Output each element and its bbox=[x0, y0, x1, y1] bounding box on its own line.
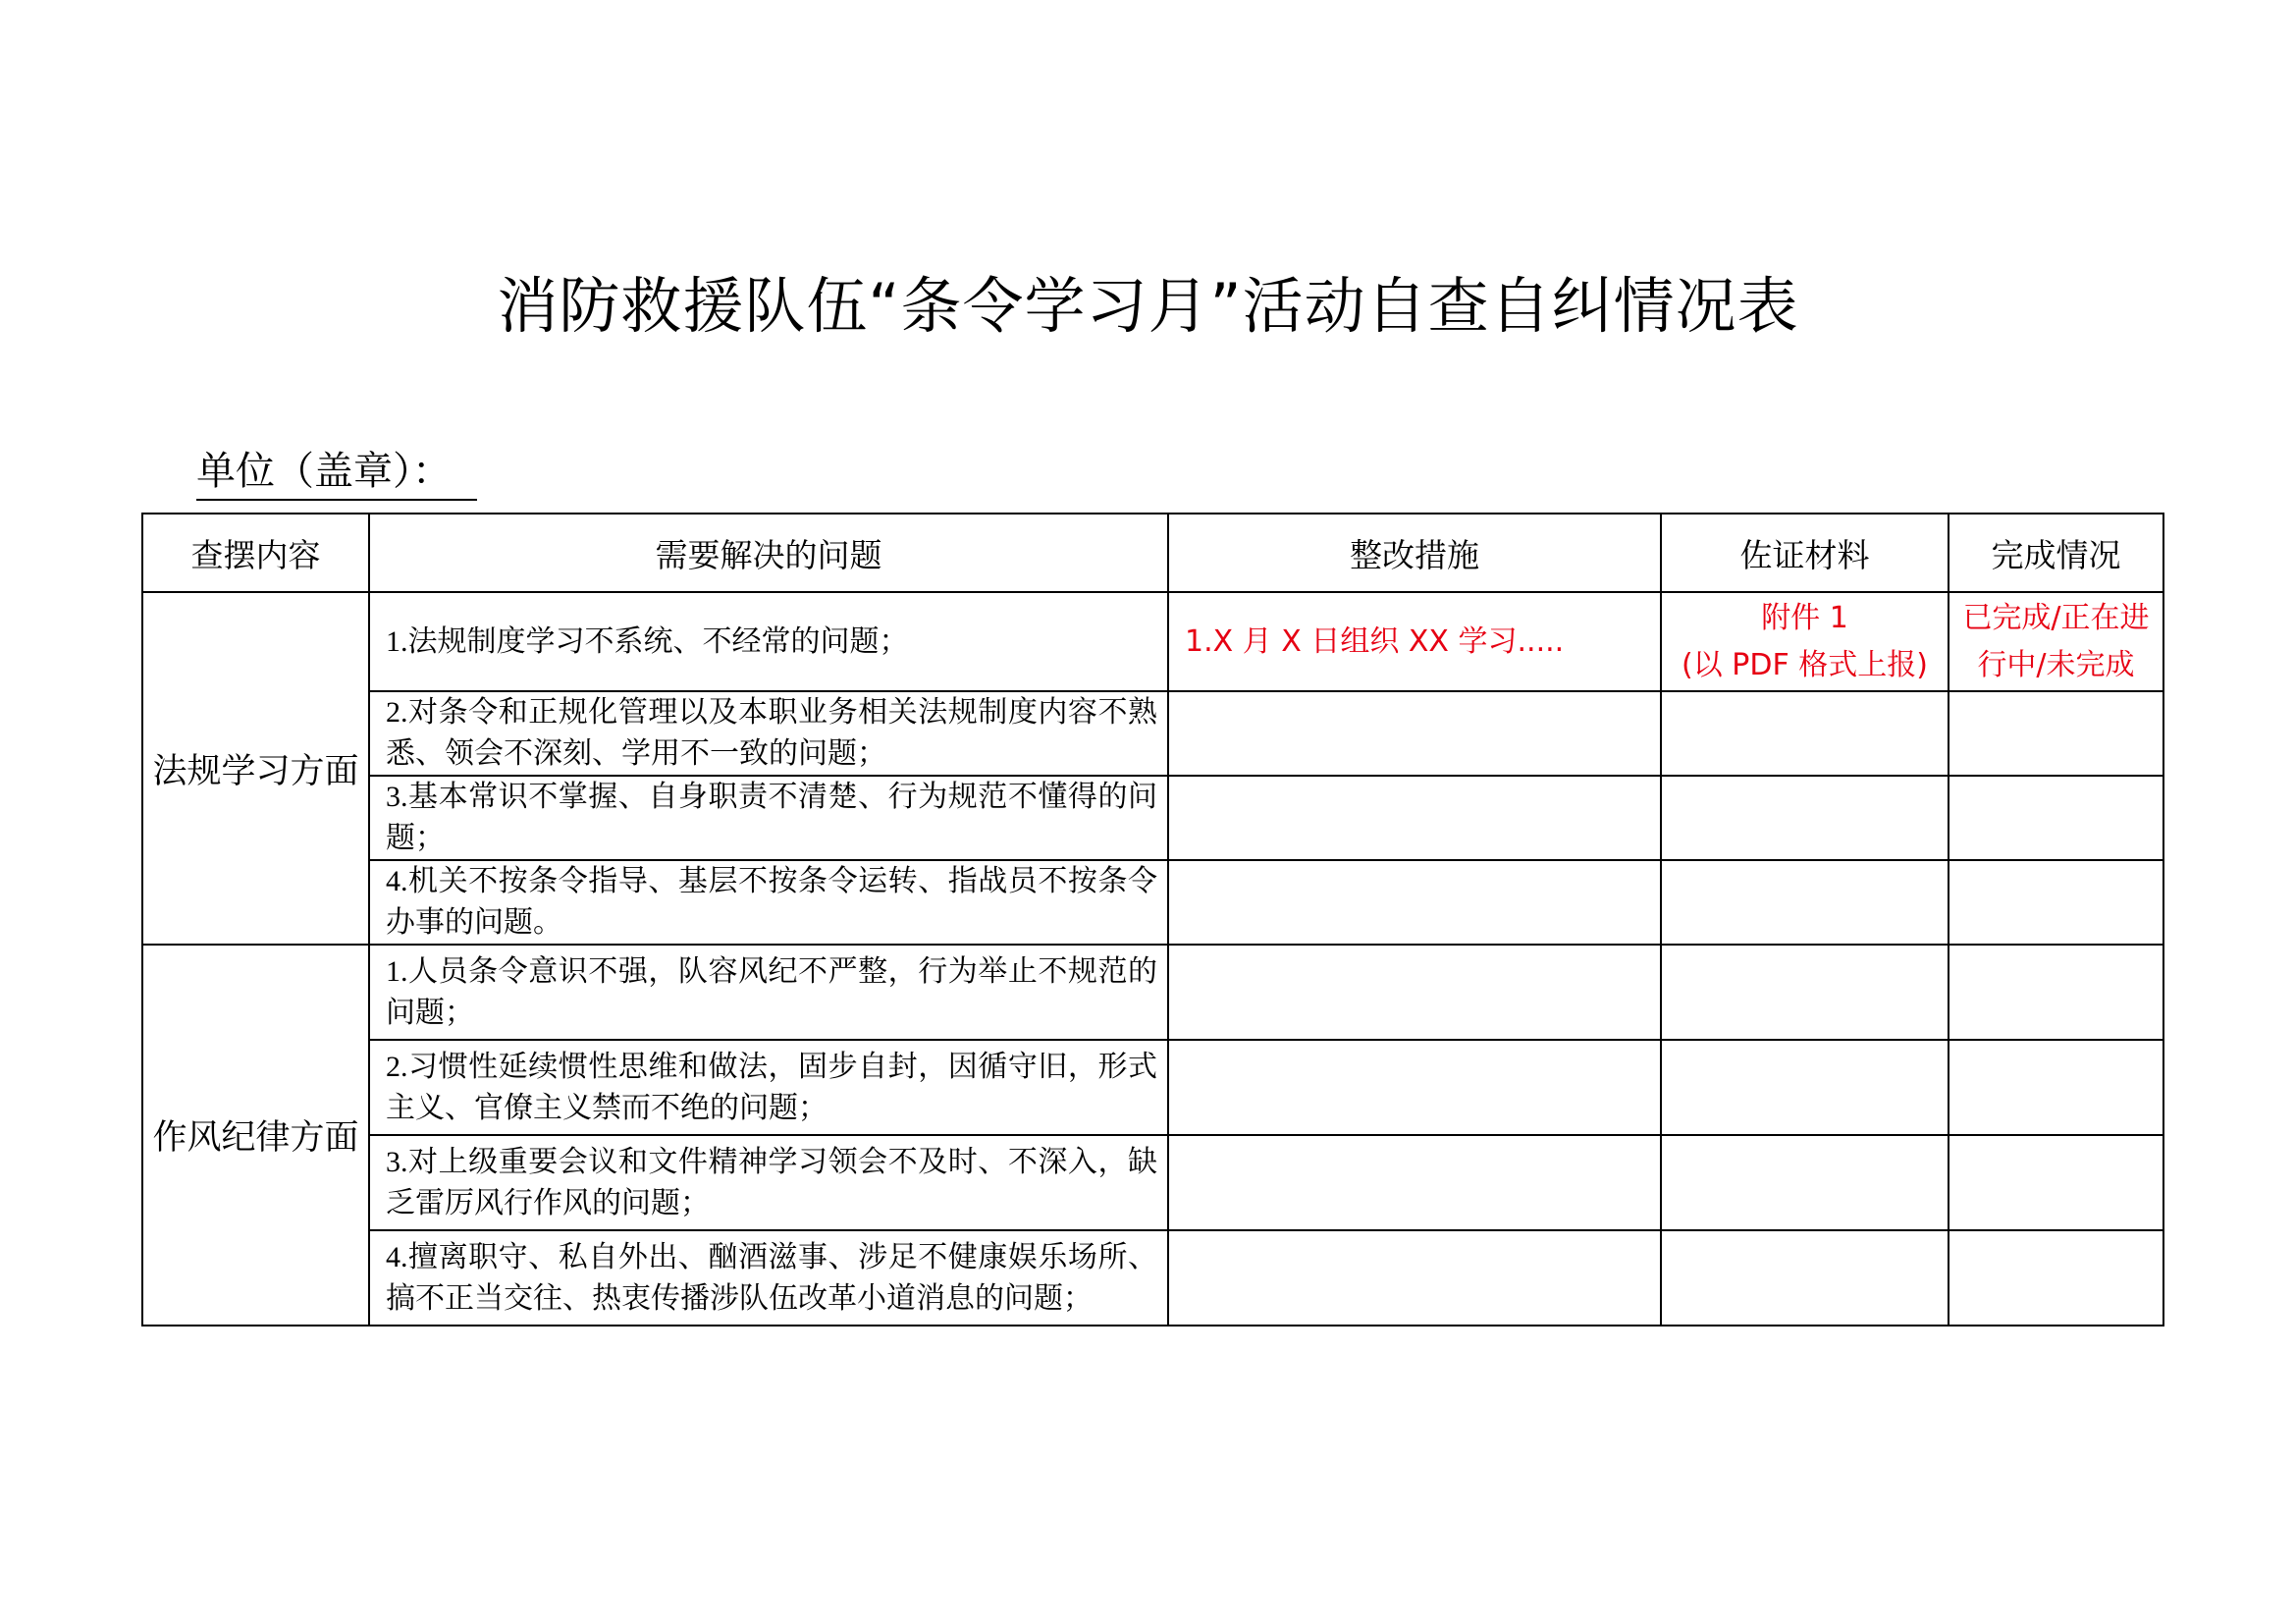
status-cell[interactable] bbox=[1949, 592, 2163, 691]
header-category: 查摆内容 bbox=[142, 514, 369, 592]
category-regulation-study: 法规学习方面 bbox=[142, 592, 369, 945]
measure-cell[interactable] bbox=[1168, 1230, 1661, 1326]
evidence-cell[interactable] bbox=[1661, 945, 1949, 1040]
table-row bbox=[142, 1135, 2163, 1230]
unit-stamp-label: 单位（盖章）： bbox=[196, 444, 477, 501]
self-check-table bbox=[141, 513, 2164, 1326]
measure-cell[interactable]: 1.X 月 X 日组织 XX 学习..... bbox=[1168, 592, 1661, 691]
issue-cell: 2.习惯性延续惯性思维和做法，固步自封，因循守旧，形式主义、官僚主义禁而不绝的问题； bbox=[369, 1040, 1168, 1135]
status-cell[interactable] bbox=[1949, 945, 2163, 1040]
table-row bbox=[142, 1040, 2163, 1135]
measure-cell[interactable] bbox=[1168, 860, 1661, 945]
status-cell[interactable] bbox=[1949, 1135, 2163, 1230]
evidence-cell[interactable] bbox=[1661, 1230, 1949, 1326]
evidence-cell[interactable] bbox=[1661, 860, 1949, 945]
header-row bbox=[142, 514, 2163, 592]
issue-cell: 2.对条令和正规化管理以及本职业务相关法规制度内容不熟悉、领会不深刻、学用不一致的问题； bbox=[369, 691, 1168, 776]
status-cell[interactable] bbox=[1949, 860, 2163, 945]
issue-cell: 4.机关不按条令指导、基层不按条令运转、指战员不按条令办事的问题。 bbox=[369, 860, 1168, 945]
table-row bbox=[142, 776, 2163, 860]
measure-cell[interactable] bbox=[1168, 1040, 1661, 1135]
header-status: 完成情况 bbox=[1949, 514, 2163, 592]
status-options-line2: 行中/未完成 bbox=[1977, 647, 2135, 682]
category-conduct-discipline: 作风纪律方面 bbox=[142, 945, 369, 1326]
status-cell[interactable] bbox=[1949, 1040, 2163, 1135]
table-row bbox=[142, 592, 2163, 691]
evidence-cell[interactable] bbox=[1661, 776, 1949, 860]
status-options-line1: 已完成/正在进 bbox=[1962, 600, 2150, 635]
issue-cell: 4.擅离职守、私自外出、酗酒滋事、涉足不健康娱乐场所、搞不正当交往、热衷传播涉队伍改革小道消息的问题； bbox=[369, 1230, 1168, 1326]
table-row bbox=[142, 860, 2163, 945]
issue-cell: 3.对上级重要会议和文件精神学习领会不及时、不深入，缺乏雷厉风行作风的问题； bbox=[369, 1135, 1168, 1230]
issue-cell: 1.人员条令意识不强，队容风纪不严整，行为举止不规范的问题； bbox=[369, 945, 1168, 1040]
table-row bbox=[142, 1230, 2163, 1326]
status-cell[interactable] bbox=[1949, 1230, 2163, 1326]
evidence-cell[interactable] bbox=[1661, 691, 1949, 776]
evidence-cell[interactable] bbox=[1661, 1040, 1949, 1135]
header-evidence: 佐证材料 bbox=[1661, 514, 1949, 592]
status-cell[interactable] bbox=[1949, 691, 2163, 776]
table-row bbox=[142, 691, 2163, 776]
issue-cell: 1.法规制度学习不系统、不经常的问题； bbox=[369, 592, 1168, 691]
table-row bbox=[142, 945, 2163, 1040]
header-issue: 需要解决的问题 bbox=[369, 514, 1168, 592]
measure-cell[interactable] bbox=[1168, 776, 1661, 860]
evidence-attachment: 附件 1 bbox=[1761, 600, 1848, 635]
evidence-cell[interactable] bbox=[1661, 1135, 1949, 1230]
measure-cell[interactable] bbox=[1168, 945, 1661, 1040]
header-measure: 整改措施 bbox=[1168, 514, 1661, 592]
issue-cell: 3.基本常识不掌握、自身职责不清楚、行为规范不懂得的问题； bbox=[369, 776, 1168, 860]
evidence-format-note: (以 PDF 格式上报) bbox=[1682, 647, 1928, 682]
status-cell[interactable] bbox=[1949, 776, 2163, 860]
evidence-cell[interactable] bbox=[1661, 592, 1949, 691]
measure-cell[interactable] bbox=[1168, 691, 1661, 776]
document-title: 消防救援队伍“条令学习月”活动自查自纠情况表 bbox=[497, 270, 1799, 342]
measure-cell[interactable] bbox=[1168, 1135, 1661, 1230]
